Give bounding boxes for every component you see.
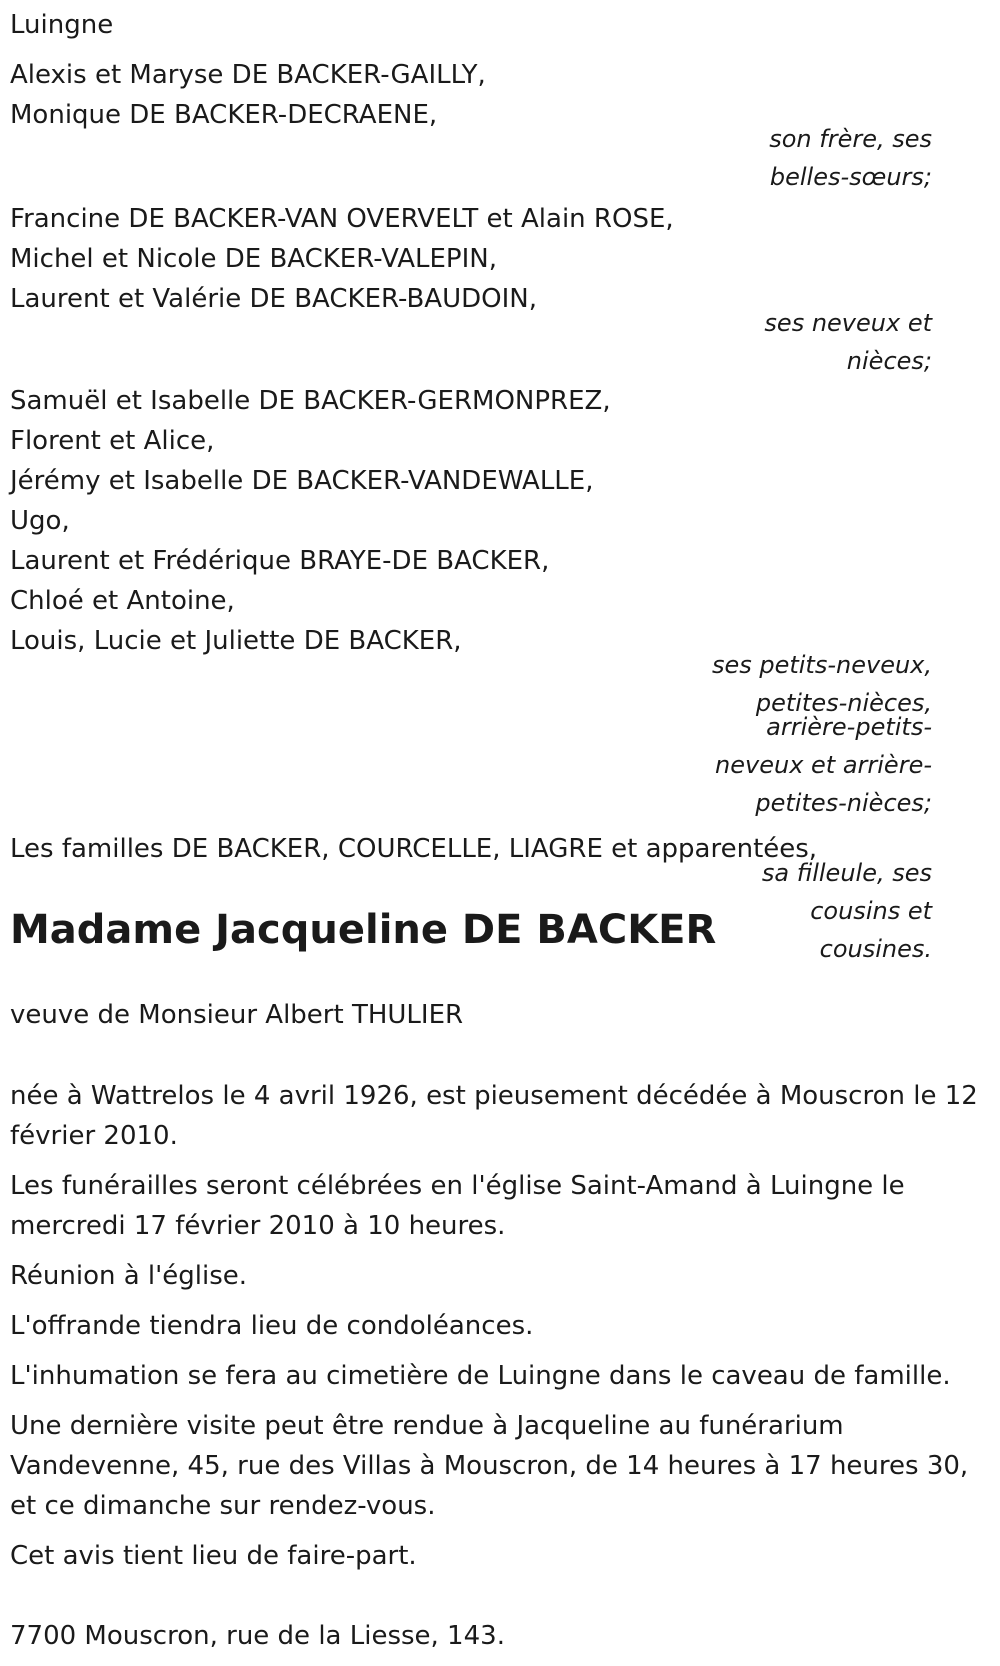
visit-text: Une dernière visite peut être rendue à Jacqueline au funérarium Vandevenne, 45, rue des Villas à Mouscron, de 14 heures à 17 heures 30, et ce dimanche sur rendez-vous. <box>10 1411 969 1521</box>
family-line: Les familles DE BACKER, COURCELLE, LIAGRE et apparentées, <box>10 834 818 864</box>
family-line: Chloé et Antoine, <box>10 586 235 616</box>
relation-label: ses petits-neveux, petites-nièces, <box>711 651 932 717</box>
family-line: Florent et Alice, <box>10 426 215 456</box>
relation-label: sa filleule, ses cousins et cousines. <box>761 859 932 963</box>
family-line: Alexis et Maryse DE BACKER-GAILLY, <box>10 60 486 90</box>
birth-death-text: née à Wattrelos le 4 avril 1926, est pieusement décédée à Mouscron le 12 février 2010. <box>10 1081 978 1151</box>
burial-text: L'inhumation se fera au cimetière de Luingne dans le caveau de famille. <box>10 1361 951 1391</box>
family-line: Jérémy et Isabelle DE BACKER-VANDEWALLE, <box>10 466 594 496</box>
family-line: Francine DE BACKER-VAN OVERVELT et Alain ROSE, <box>10 204 674 234</box>
family-line: Louis, Lucie et Juliette DE BACKER, <box>10 626 462 656</box>
family-line: Samuël et Isabelle DE BACKER-GERMONPREZ, <box>10 386 611 416</box>
relation-label: arrière-petits-neveux et arrière-petites-nièces; <box>715 713 932 817</box>
relation-label: ses neveux et nièces; <box>764 309 932 375</box>
address-text: 7700 Mouscron, rue de la Liesse, 143. <box>10 1621 505 1651</box>
funeral-text: Les funérailles seront célébrées en l'église Saint-Amand à Luingne le mercredi 17 février 2010 à 10 heures. <box>10 1171 905 1241</box>
notice-text: Cet avis tient lieu de faire-part. <box>10 1541 417 1571</box>
family-line: Monique DE BACKER-DECRAENE, <box>10 100 438 130</box>
family-line: Laurent et Frédérique BRAYE-DE BACKER, <box>10 546 550 576</box>
location-heading: Luingne <box>10 10 114 40</box>
family-line: Ugo, <box>10 506 70 536</box>
family-line: Michel et Nicole DE BACKER-VALEPIN, <box>10 244 497 274</box>
relation-label: son frère, ses belles-sœurs; <box>769 125 932 191</box>
offering-text: L'offrande tiendra lieu de condoléances. <box>10 1311 534 1341</box>
meeting-text: Réunion à l'église. <box>10 1261 248 1291</box>
family-line: Laurent et Valérie DE BACKER-BAUDOIN, <box>10 284 537 314</box>
deceased-name: Madame Jacqueline DE BACKER <box>10 907 717 953</box>
spouse-line: veuve de Monsieur Albert THULIER <box>10 1000 464 1030</box>
